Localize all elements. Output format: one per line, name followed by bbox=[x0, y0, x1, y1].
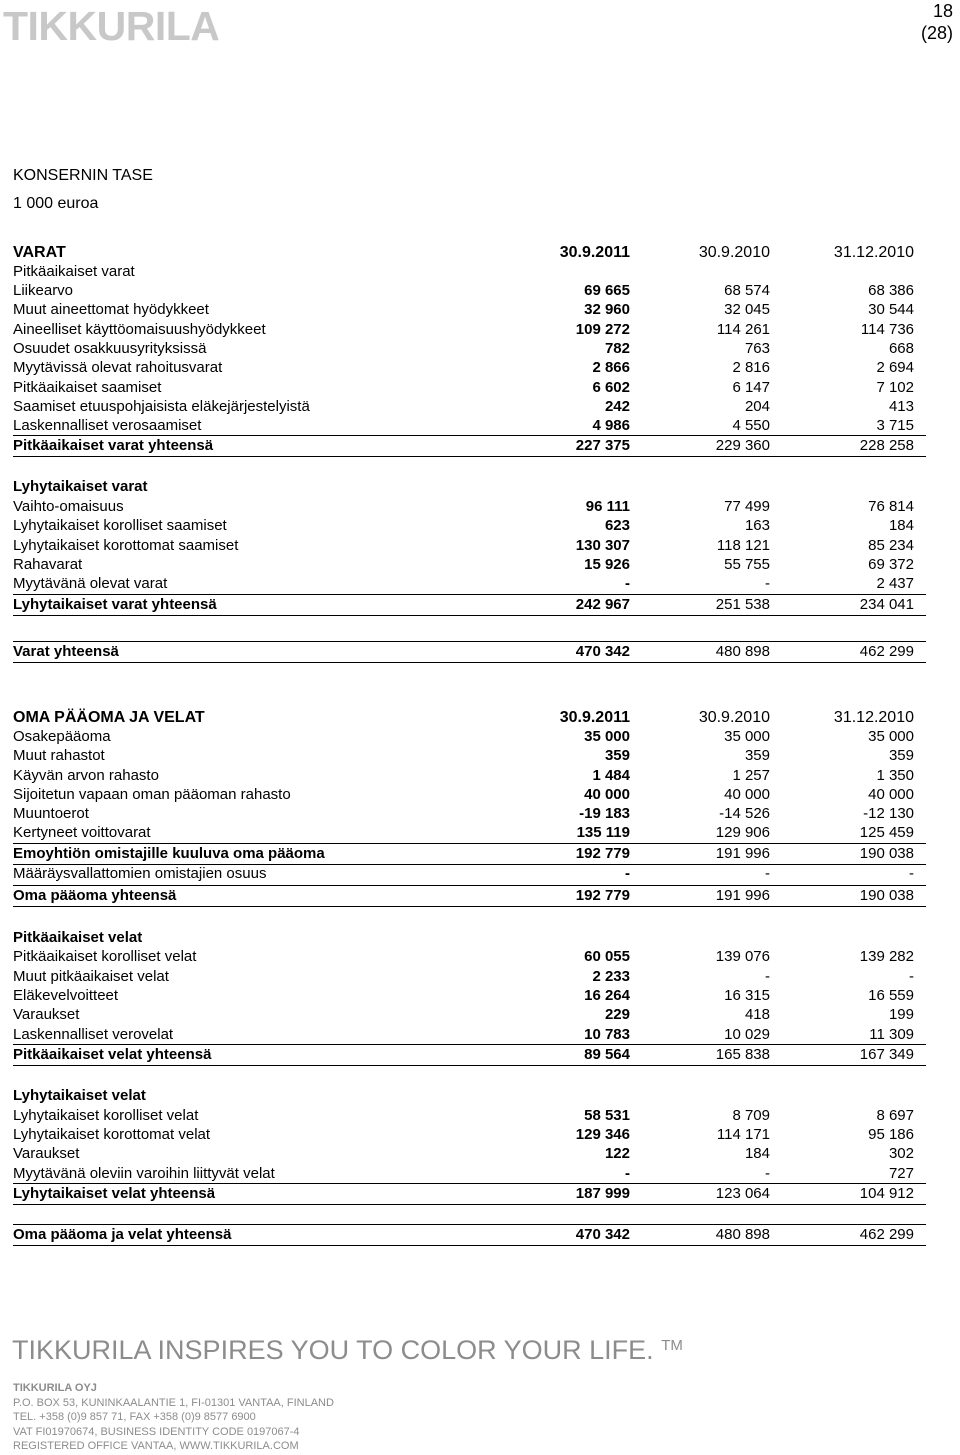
value-2010-dec: 139 282 bbox=[859, 948, 914, 965]
row-label: Oma pääoma yhteensä bbox=[13, 887, 177, 904]
value-2010: 32 045 bbox=[724, 301, 770, 318]
value-2010: 359 bbox=[744, 747, 770, 764]
col-header-2011: 30.9.2011 bbox=[559, 244, 630, 261]
row-label: Kertyneet voittovarat bbox=[13, 824, 151, 841]
value-2010-dec: 727 bbox=[888, 1165, 914, 1182]
row-label: Liikearvo bbox=[13, 282, 74, 299]
value-2010: 763 bbox=[744, 340, 770, 357]
value-2010: 55 755 bbox=[724, 556, 770, 573]
value-2010-dec: 40 000 bbox=[868, 786, 914, 803]
row-label: Pitkäaikaiset saamiset bbox=[13, 379, 162, 396]
table-row bbox=[13, 574, 926, 594]
subtotal-row bbox=[13, 435, 926, 457]
table-row bbox=[13, 967, 926, 987]
value-2011: 89 564 bbox=[584, 1046, 630, 1063]
row-label: Saamiset etuuspohjaisista eläkejärjestelyistä bbox=[13, 398, 310, 415]
value-2010: - bbox=[765, 968, 770, 985]
value-2011: 10 783 bbox=[584, 1026, 630, 1043]
col-header-2010: 30.9.2010 bbox=[698, 244, 770, 261]
section-heading-row bbox=[13, 928, 926, 948]
value-2011: 192 779 bbox=[575, 845, 630, 862]
value-2011: 129 346 bbox=[575, 1126, 630, 1143]
row-label: Lyhytaikaiset korottomat saamiset bbox=[13, 537, 239, 554]
value-2011: 130 307 bbox=[575, 537, 630, 554]
row-label: Lyhytaikaiset korolliset velat bbox=[13, 1107, 199, 1124]
company-office: REGISTERED OFFICE VANTAA, WWW.TIKKURILA.COM bbox=[13, 1440, 299, 1452]
equity-heading: OMA PÄÄOMA JA VELAT bbox=[13, 709, 205, 726]
table-row bbox=[13, 766, 926, 786]
footer-info bbox=[13, 1381, 334, 1454]
page-current: 18 bbox=[932, 1, 953, 21]
row-label: Laskennalliset verosaamiset bbox=[13, 417, 202, 434]
value-2011: 242 967 bbox=[575, 596, 630, 613]
value-2010: 191 996 bbox=[715, 887, 770, 904]
value-2010-dec: - bbox=[909, 865, 914, 882]
value-2010-dec: 190 038 bbox=[859, 845, 914, 862]
row-label: Käyvän arvon rahasto bbox=[13, 767, 159, 784]
table-row bbox=[13, 378, 926, 398]
value-2010-dec: 462 299 bbox=[859, 643, 914, 660]
value-2010-dec: 125 459 bbox=[859, 824, 914, 841]
value-2011: 470 342 bbox=[575, 643, 630, 660]
row-label: Määräysvallattomien omistajien osuus bbox=[13, 865, 267, 882]
value-2010-dec: -12 130 bbox=[863, 805, 914, 822]
company-phone: TEL. +358 (0)9 857 71, FAX +358 (0)9 8577 6900 bbox=[13, 1411, 256, 1423]
slogan-text: TIKKURILA INSPIRES YOU TO COLOR YOUR LIFE. bbox=[12, 1335, 654, 1365]
value-2011: 229 bbox=[604, 1006, 630, 1023]
col-header-2010-dec: 31.12.2010 bbox=[833, 244, 914, 261]
table-row bbox=[13, 1164, 926, 1184]
value-2010: 139 076 bbox=[715, 948, 770, 965]
value-2010-dec: 190 038 bbox=[859, 887, 914, 904]
value-2010-dec: 199 bbox=[888, 1006, 914, 1023]
value-2011: 35 000 bbox=[584, 728, 630, 745]
value-2010-dec: 30 544 bbox=[868, 301, 914, 318]
current-liabilities-heading: Lyhytaikaiset velat bbox=[13, 1087, 146, 1104]
table-row bbox=[13, 497, 926, 517]
row-label: Osakepääoma bbox=[13, 728, 111, 745]
value-2010: 118 121 bbox=[716, 537, 770, 554]
value-2010-dec: 184 bbox=[888, 517, 914, 534]
value-2010-dec: 2 437 bbox=[876, 575, 914, 592]
table-row bbox=[13, 1106, 926, 1126]
value-2010-dec: 413 bbox=[888, 398, 914, 415]
value-2010-dec: 1 350 bbox=[876, 767, 914, 784]
table-row bbox=[13, 281, 926, 301]
subtotal-row bbox=[13, 843, 926, 865]
value-2011: 109 272 bbox=[575, 321, 630, 338]
value-2010-dec: - bbox=[909, 968, 914, 985]
row-label: Pitkäaikaiset varat yhteensä bbox=[13, 437, 214, 454]
section-heading-row bbox=[13, 477, 926, 497]
value-2010: 204 bbox=[744, 398, 770, 415]
value-2011: 60 055 bbox=[584, 948, 630, 965]
value-2010: 184 bbox=[744, 1145, 770, 1162]
value-2011: 1 484 bbox=[592, 767, 630, 784]
value-2011: 623 bbox=[604, 517, 630, 534]
company-address: P.O. BOX 53, KUNINKAALANTIE 1, FI-01301 VANTAA, FINLAND bbox=[13, 1396, 334, 1409]
row-label: Emoyhtiön omistajille kuuluva oma pääoma bbox=[13, 845, 325, 862]
value-2010-dec: 95 186 bbox=[868, 1126, 914, 1143]
value-2010: - bbox=[765, 865, 770, 882]
value-2010: 8 709 bbox=[732, 1107, 770, 1124]
value-2010: 10 029 bbox=[724, 1026, 770, 1043]
table-row bbox=[13, 555, 926, 575]
value-2010: 114 171 bbox=[716, 1126, 770, 1143]
assets-header-row bbox=[13, 243, 926, 263]
value-2010-dec: 69 372 bbox=[868, 556, 914, 573]
value-2010-dec: 8 697 bbox=[876, 1107, 914, 1124]
value-2011: 15 926 bbox=[584, 556, 630, 573]
value-2010: 480 898 bbox=[715, 643, 770, 660]
table-row bbox=[13, 416, 926, 436]
row-label: Lyhytaikaiset varat yhteensä bbox=[13, 596, 217, 613]
value-2010: 123 064 bbox=[715, 1185, 770, 1202]
grand-total-row bbox=[13, 1224, 926, 1246]
col-header-2010: 30.9.2010 bbox=[698, 709, 770, 726]
value-2010-dec: 11 309 bbox=[869, 1026, 914, 1043]
value-2010-dec: 302 bbox=[888, 1145, 914, 1162]
row-label: Lyhytaikaiset velat yhteensä bbox=[13, 1185, 216, 1202]
value-2010: 77 499 bbox=[724, 498, 770, 515]
value-2010-dec: 16 559 bbox=[868, 987, 914, 1004]
total-row bbox=[13, 885, 926, 907]
noncurrent-assets-heading: Pitkäaikaiset varat bbox=[13, 263, 135, 280]
page-title: KONSERNIN TASE bbox=[13, 167, 153, 184]
value-2011: 4 986 bbox=[592, 417, 630, 434]
value-2010-dec: 85 234 bbox=[868, 537, 914, 554]
value-2011: 187 999 bbox=[575, 1185, 630, 1202]
tikkurila-logo: TIKKURILA bbox=[3, 3, 220, 49]
table-row bbox=[13, 339, 926, 359]
row-label: Varat yhteensä bbox=[13, 643, 119, 660]
company-name: TIKKURILA OYJ bbox=[13, 1382, 97, 1394]
value-2011: 58 531 bbox=[584, 1107, 630, 1124]
subtotal-row bbox=[13, 1044, 926, 1066]
value-2011: - bbox=[625, 865, 630, 882]
table-row bbox=[13, 864, 926, 884]
value-2010-dec: 35 000 bbox=[868, 728, 914, 745]
table-row bbox=[13, 727, 926, 747]
value-2010-dec: 68 386 bbox=[868, 282, 914, 299]
trademark-mark: TM bbox=[661, 1337, 683, 1354]
value-2010-dec: 228 258 bbox=[859, 437, 914, 454]
table-row bbox=[13, 300, 926, 320]
value-2010: 418 bbox=[744, 1006, 770, 1023]
table-row bbox=[13, 804, 926, 824]
value-2011: 6 602 bbox=[592, 379, 630, 396]
value-2010: 16 315 bbox=[724, 987, 770, 1004]
value-2010: 6 147 bbox=[732, 379, 770, 396]
row-label: Lyhytaikaiset korottomat velat bbox=[13, 1126, 211, 1143]
row-label: Oma pääoma ja velat yhteensä bbox=[13, 1226, 232, 1243]
table-row bbox=[13, 785, 926, 805]
value-2011: 227 375 bbox=[575, 437, 630, 454]
col-header-2011: 30.9.2011 bbox=[559, 709, 630, 726]
value-2011: - bbox=[625, 575, 630, 592]
table-row bbox=[13, 823, 926, 843]
row-label: Sijoitetun vapaan oman pääoman rahasto bbox=[13, 786, 291, 803]
table-row bbox=[13, 746, 926, 766]
table-row bbox=[13, 1125, 926, 1145]
table-row bbox=[13, 986, 926, 1006]
table-row bbox=[13, 320, 926, 340]
noncurrent-liabilities-heading: Pitkäaikaiset velat bbox=[13, 929, 143, 946]
table-row bbox=[13, 1144, 926, 1164]
value-2010: 229 360 bbox=[715, 437, 770, 454]
section-heading-row bbox=[13, 1086, 926, 1106]
value-2011: 359 bbox=[604, 747, 630, 764]
row-label: Lyhytaikaiset korolliset saamiset bbox=[13, 517, 227, 534]
section-heading-row bbox=[13, 262, 926, 282]
row-label: Rahavarat bbox=[13, 556, 83, 573]
row-label: Pitkäaikaiset korolliset velat bbox=[13, 948, 197, 965]
row-label: Varaukset bbox=[13, 1145, 80, 1162]
value-2010-dec: 104 912 bbox=[859, 1185, 914, 1202]
value-2010: 163 bbox=[744, 517, 770, 534]
page-number bbox=[921, 0, 953, 44]
value-2010-dec: 234 041 bbox=[859, 596, 914, 613]
value-2010-dec: 7 102 bbox=[876, 379, 914, 396]
value-2011: -19 183 bbox=[579, 805, 630, 822]
table-row bbox=[13, 1005, 926, 1025]
row-label: Osuudet osakkuusyrityksissä bbox=[13, 340, 207, 357]
table-row bbox=[13, 536, 926, 556]
value-2010: 68 574 bbox=[724, 282, 770, 299]
subtotal-row bbox=[13, 594, 926, 616]
value-2010: 1 257 bbox=[732, 767, 770, 784]
value-2010-dec: 2 694 bbox=[876, 359, 914, 376]
value-2011: 96 111 bbox=[585, 498, 630, 515]
value-2010: 480 898 bbox=[715, 1226, 770, 1243]
value-2010: 114 261 bbox=[716, 321, 770, 338]
table-row bbox=[13, 947, 926, 967]
value-2010-dec: 114 736 bbox=[860, 321, 914, 338]
value-2010: 4 550 bbox=[732, 417, 770, 434]
row-label: Aineelliset käyttöomaisuushyödykkeet bbox=[13, 321, 266, 338]
row-label: Eläkevelvoitteet bbox=[13, 987, 119, 1004]
value-2011: 16 264 bbox=[584, 987, 630, 1004]
current-assets-heading: Lyhytaikaiset varat bbox=[13, 478, 148, 495]
table-row bbox=[13, 516, 926, 536]
value-2011: 2 233 bbox=[592, 968, 630, 985]
row-label: Muut pitkäaikaiset velat bbox=[13, 968, 169, 985]
footer-slogan bbox=[12, 1333, 683, 1367]
value-2011: 32 960 bbox=[584, 301, 630, 318]
row-label: Pitkäaikaiset velat yhteensä bbox=[13, 1046, 212, 1063]
assets-heading: VARAT bbox=[13, 244, 66, 261]
row-label: Laskennalliset verovelat bbox=[13, 1026, 174, 1043]
value-2011: 192 779 bbox=[575, 887, 630, 904]
value-2010: 35 000 bbox=[724, 728, 770, 745]
value-2010: -14 526 bbox=[719, 805, 770, 822]
value-2011: 122 bbox=[604, 1145, 630, 1162]
company-vat: VAT FI01970674, BUSINESS IDENTITY CODE 0197067-4 bbox=[13, 1425, 300, 1438]
row-label: Muuntoerot bbox=[13, 805, 89, 822]
value-2010: 165 838 bbox=[715, 1046, 770, 1063]
unit-label: 1 000 euroa bbox=[13, 195, 99, 212]
value-2011: 242 bbox=[604, 398, 630, 415]
value-2010: - bbox=[765, 1165, 770, 1182]
row-label: Myytävänä oleviin varoihin liittyvät velat bbox=[13, 1165, 275, 1182]
value-2010: 129 906 bbox=[715, 824, 770, 841]
value-2010: - bbox=[765, 575, 770, 592]
row-label: Muut aineettomat hyödykkeet bbox=[13, 301, 209, 318]
table-row bbox=[13, 358, 926, 378]
subtotal-row bbox=[13, 1183, 926, 1205]
value-2010-dec: 462 299 bbox=[859, 1226, 914, 1243]
value-2011: 470 342 bbox=[575, 1226, 630, 1243]
value-2011: - bbox=[625, 1165, 630, 1182]
value-2010-dec: 167 349 bbox=[859, 1046, 914, 1063]
total-row bbox=[13, 641, 926, 663]
value-2010-dec: 76 814 bbox=[868, 498, 914, 515]
row-label: Vaihto-omaisuus bbox=[13, 498, 124, 515]
row-label: Varaukset bbox=[13, 1006, 80, 1023]
value-2011: 135 119 bbox=[576, 824, 630, 841]
table-row bbox=[13, 397, 926, 417]
value-2010: 40 000 bbox=[724, 786, 770, 803]
value-2011: 2 866 bbox=[592, 359, 630, 376]
col-header-2010-dec: 31.12.2010 bbox=[833, 709, 914, 726]
value-2010: 251 538 bbox=[715, 596, 770, 613]
row-label: Muut rahastot bbox=[13, 747, 105, 764]
value-2011: 782 bbox=[604, 340, 630, 357]
row-label: Myytävänä olevat varat bbox=[13, 575, 168, 592]
equity-header-row bbox=[13, 708, 926, 728]
value-2010-dec: 359 bbox=[888, 747, 914, 764]
value-2010: 191 996 bbox=[715, 845, 770, 862]
value-2011: 69 665 bbox=[584, 282, 630, 299]
value-2011: 40 000 bbox=[584, 786, 630, 803]
table-row bbox=[13, 1025, 926, 1045]
value-2010-dec: 3 715 bbox=[876, 417, 914, 434]
value-2010: 2 816 bbox=[732, 359, 770, 376]
value-2010-dec: 668 bbox=[888, 340, 914, 357]
page-total: (28) bbox=[920, 23, 953, 43]
row-label: Myytävissä olevat rahoitusvarat bbox=[13, 359, 223, 376]
